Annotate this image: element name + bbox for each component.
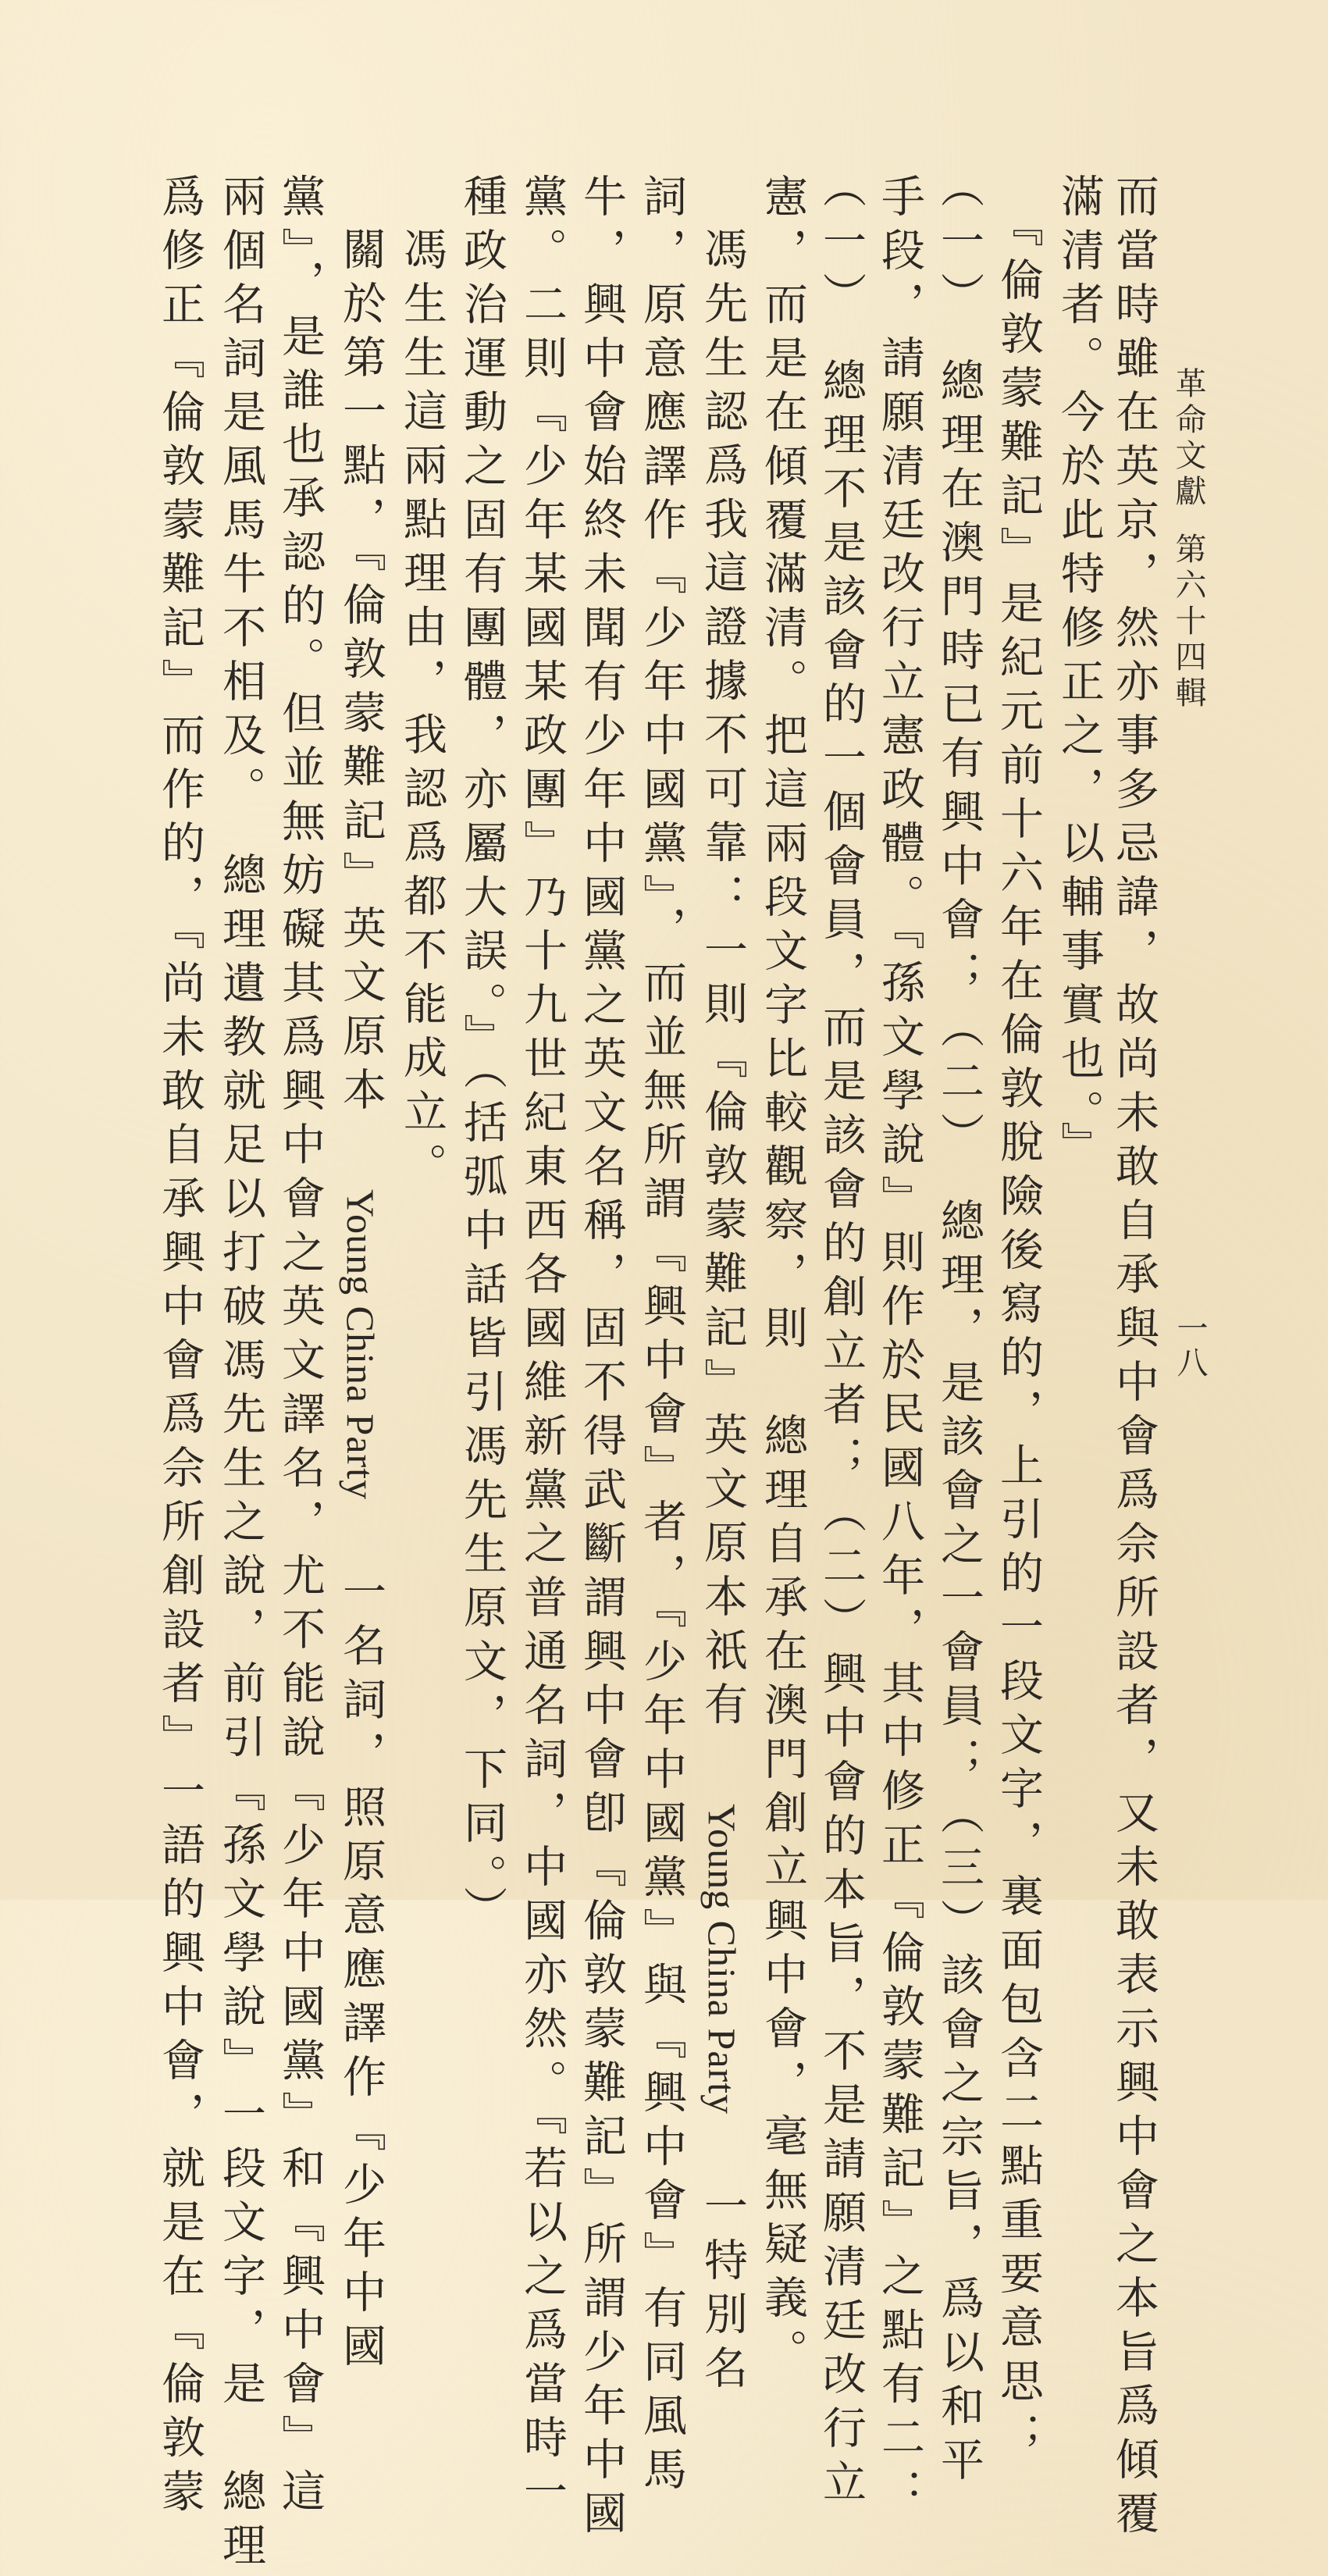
text-column-5: 手段，請願清廷改行立憲政體。『孫文學說』則作於民國八年，其中修正『倫敦蒙難記』之點有二：	[874, 173, 925, 2522]
running-header	[1170, 367, 1207, 712]
text-segment: 一名詞，照原意應譯作『少年中國	[336, 1508, 386, 2378]
text-column-8	[697, 226, 747, 2399]
english-term: Young China Party	[339, 1189, 383, 1501]
text-column-13: 馮生生這兩點理由，我認爲都不能成立。	[397, 226, 447, 1196]
text-column-4: （一） 總理在澳門時已有興中會；（二） 總理，是該會之一會員；（三）該會之宗旨，爲以和平	[934, 164, 984, 2491]
book-title: 革命文獻	[1170, 367, 1206, 511]
page-number: 一八	[1172, 1312, 1208, 1381]
volume-number: 第六十四輯	[1170, 533, 1206, 712]
english-term: Young China Party	[700, 1804, 744, 2115]
text-segment: 一特別名	[697, 2122, 748, 2400]
text-column-12: 種政治運動之固有團體，亦屬大誤。』（括弧中話皆引馮先生原文，下同。）	[457, 173, 507, 1940]
text-column-3: 『倫敦蒙難記』是紀元前十六年在倫敦脫險後寫的，上引的一段文字，裏面包含二點重要意思；	[993, 203, 1044, 2466]
text-column-10: 牛，興中會始終未聞有少年中國黨之英文名稱，固不得武斷謂興中會卽『倫敦蒙難記』所謂少年中國	[576, 173, 627, 2544]
text-segment: 馮先生認爲我這證據不可靠：一則『倫敦蒙難記』英文原本祇有	[697, 226, 748, 1796]
text-column-17: 爲修正『倫敦蒙難記』而作的，『尚未敢自承興中會爲佘所創設者』一語的興中會，就是在『倫敦蒙	[155, 173, 205, 2522]
text-column-1: 而當時雖在英京，然亦事多忌諱，故尚未敢自承與中會爲佘所設者，又未敢表示興中會之本旨爲傾覆	[1109, 173, 1159, 2544]
text-column-6: （一） 總理不是該會的一個會員，而是該會的創立者；（二）興中會的本旨，不是請願清廷改行立	[816, 164, 867, 2513]
text-column-16: 兩個名詞是風馬牛不相及。 總理遺教就足以打破馮先生之說，前引『孫文學說』一段文字，是 總理	[215, 173, 266, 2576]
text-segment: 關於第一點，『倫敦蒙難記』英文原本	[336, 226, 386, 1181]
text-column-9: 詞，原意應譯作『少年中國黨』，而並無所謂『興中會』者，『少年中國黨』與『興中會』有同風馬	[636, 173, 687, 2500]
text-column-11: 黨。二則『少年某國某政團』乃十九世紀東西各國維新黨之普通名詞，中國亦然。『若以之爲當時一	[517, 173, 568, 2522]
text-column-2: 滿清者。今於此特修正之，以輔事實也。』	[1054, 173, 1105, 1175]
text-column-7: 憲，而是在傾覆滿清。把這兩段文字比較觀察，則 總理自承在澳門創立興中會，毫無疑義。	[757, 173, 808, 2382]
text-column-14	[336, 226, 386, 2377]
text-column-15: 黨』，是誰也承認的。但並無妨礙其爲興中會之英文譯名，尤不能說『少年中國黨』和『興中會』這	[275, 173, 326, 2522]
